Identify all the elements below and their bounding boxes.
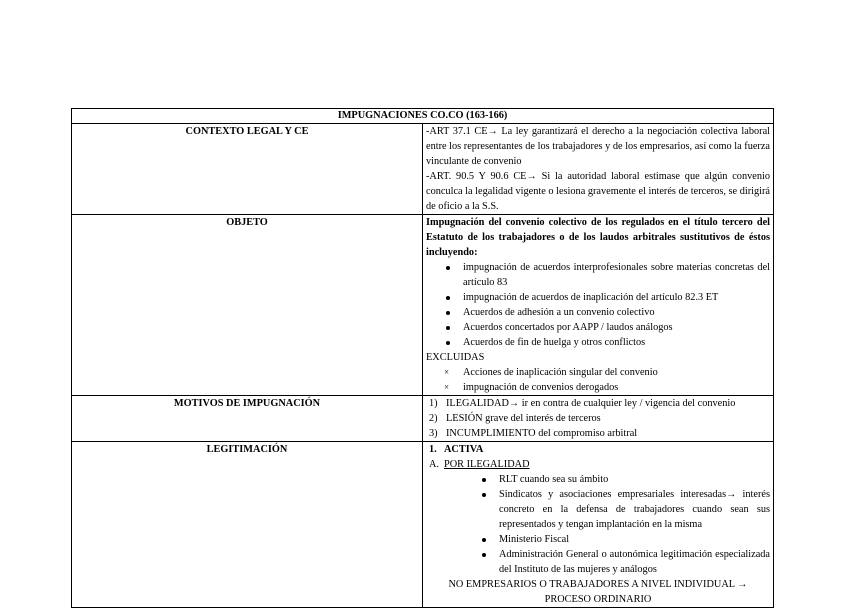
list-item: impugnación de acuerdos de inaplicación del artículo 82.3 ET: [442, 290, 770, 305]
list-item: impugnación de acuerdos interprofesionales sobre materias concretas del artículo 83: [442, 260, 770, 290]
excluidas-label: EXCLUIDAS: [426, 352, 485, 363]
contexto-content: [423, 124, 774, 215]
motivo-text: del compromiso arbitral: [535, 428, 638, 439]
section-title: ACTIVA: [444, 444, 484, 455]
motivo-text: grave del interés de terceros: [482, 413, 601, 424]
legitimacion-note: NO EMPRESARIOS O TRABAJADORES A NIVEL INDIVIDUAL → PROCESO ORDINARIO: [448, 579, 748, 605]
excluida-text: Acciones de inaplicación singular del convenio: [463, 367, 658, 378]
objeto-label: OBJETO: [72, 215, 423, 396]
cross-icon: ×: [444, 382, 450, 392]
subsection-letter: A.: [429, 459, 440, 470]
excluidas-list: [426, 365, 770, 395]
objeto-intro: Impugnación del convenio colectivo de los regulados en el título tercero del Estatuto de los trabajadores o de los laudos arbitrales sustitutivos de éstos incluyendo:: [426, 217, 770, 258]
objeto-content: [423, 215, 774, 396]
section-number: 1.: [429, 444, 437, 455]
motivos-row: [72, 396, 774, 442]
motivo-number: 2): [429, 413, 438, 424]
list-item: [442, 365, 770, 380]
contexto-art37: -ART 37.1 CE→ La ley garantizará el derecho a la negociación colectiva laboral entre los representantes de los trabajadores y de los empresarios, así como la fuerza vinculante de convenio: [426, 126, 770, 167]
list-item: RLT cuando sea su ámbito: [478, 472, 770, 487]
list-item: Acuerdos concertados por AAPP / laudos análogos: [442, 320, 770, 335]
legitimacion-label: LEGITIMACIÓN: [72, 442, 423, 608]
subsection-heading: [426, 457, 770, 472]
list-item: Sindicatos y asociaciones empresariales interesadas→ interés concreto en la defensa de trabajadores cuando sean sus representados y tengan implantación en la misma: [478, 487, 770, 532]
motivo-key: INCUMPLIMIENTO: [446, 428, 536, 439]
objeto-list: [426, 260, 770, 350]
motivo-text: ir en contra de cualquier ley / vigencia del convenio: [519, 398, 736, 409]
list-item: [442, 380, 770, 395]
list-item: [426, 411, 770, 426]
motivos-list: [426, 396, 770, 441]
contexto-art90: -ART. 90.5 Y 90.6 CE→ Si la autoridad laboral estimase que algún convenio conculca la legalidad vigente o lesiona gravemente el interés de terceros, se dirigirá de oficio a la S.S.: [426, 171, 770, 212]
motivos-content: [423, 396, 774, 442]
motivo-number: 3): [429, 428, 438, 439]
contexto-row: [72, 124, 774, 215]
legitimacion-content: [423, 442, 774, 608]
table-title: IMPUGNACIONES CO.CO (163-166): [72, 109, 774, 124]
motivo-number: 1): [429, 398, 438, 409]
section-heading: [426, 442, 770, 457]
motivo-key: ILEGALIDAD→: [446, 398, 520, 409]
excluida-text: impugnación de convenios derogados: [463, 382, 619, 393]
objeto-row: [72, 215, 774, 396]
subsection-title: POR ILEGALIDAD: [444, 459, 530, 470]
list-item: Ministerio Fiscal: [478, 532, 770, 547]
list-item: [426, 396, 770, 411]
list-item: Administración General o autonómica legitimación especializada del Instituto de las mujeres y análogos: [478, 547, 770, 577]
motivos-label: MOTIVOS DE IMPUGNACIÓN: [72, 396, 423, 442]
impugnaciones-table: [71, 108, 774, 608]
motivo-key: LESIÓN: [446, 413, 483, 424]
contexto-label: CONTEXTO LEGAL Y CE: [72, 124, 423, 215]
legitimados-list: [426, 472, 770, 577]
list-item: Acuerdos de fin de huelga y otros conflictos: [442, 335, 770, 350]
legitimacion-row: [72, 442, 774, 608]
cross-icon: ×: [444, 367, 450, 377]
list-item: [426, 426, 770, 441]
title-row: [72, 109, 774, 124]
list-item: Acuerdos de adhesión a un convenio colectivo: [442, 305, 770, 320]
